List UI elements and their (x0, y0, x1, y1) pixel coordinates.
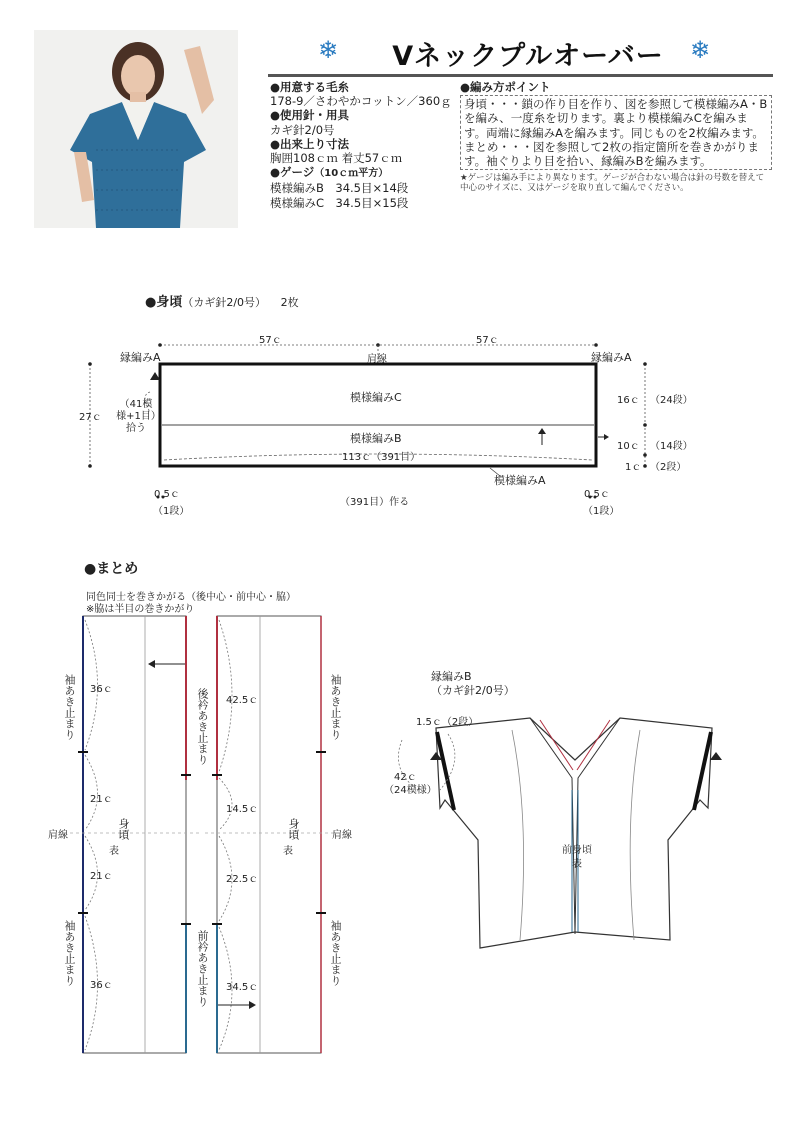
corner-left-rows: （1段） (153, 506, 190, 517)
tips-body: 身頃・・・鎖の作り目を作り、図を参照して模様編みA・Bを編み、一度糸を切ります。裏より模様編みCを編みます。両端に縁編みAを編みます。同じものを2枚編みます。まとめ・・・図を参照して2枚の指定箇所を巻きかがります。袖ぐりより目を拾い、縁編みBを編みます。 (460, 95, 772, 170)
width-left: 57ｃ (259, 335, 282, 346)
corner-left-dim: 0.5ｃ (154, 489, 180, 500)
matome-note2: ※脇は半目の巻きかがり (86, 604, 195, 615)
gauge-b: 模様編みB 34.5目×14段 (270, 181, 409, 196)
edge-a-left: 縁編みA (120, 351, 161, 364)
dim-21-bottom: 21ｃ (90, 871, 113, 882)
needle-heading: ●使用針・用具 (270, 108, 350, 123)
body-label-2: 身頃 (287, 818, 300, 840)
dim-36-bottom: 36ｃ (90, 980, 113, 991)
dim-145: 14.5ｃ (226, 804, 259, 815)
chain-label: （391目）作る (340, 497, 410, 508)
r3-rows: （2段） (650, 462, 687, 473)
matome-note1: 同色同士を巻きかがる（後中心・前中心・脇） (86, 592, 296, 603)
sleeve-stop-3: 袖あき止まり (329, 674, 342, 740)
shoulder-line: 肩線 (367, 354, 387, 365)
edge-b-needle: （カギ針2/0号） (431, 684, 515, 697)
gauge-c: 模様編みC 34.5目×15段 (270, 195, 409, 210)
page-title: Vネックプルオーバー (392, 41, 664, 72)
body-label-1: 身頃 (117, 818, 130, 840)
dim-225: 22.5ｃ (226, 874, 259, 885)
yarn-value: 178-9／さわやかコットン／360ｇ (270, 94, 452, 109)
dim-21-top: 21ｃ (90, 794, 113, 805)
dim-345: 34.5ｃ (226, 982, 259, 993)
matome-heading: ●まとめ (84, 561, 139, 577)
body-needle: （カギ針2/0号） (182, 296, 267, 309)
bottom-count: 113ｃ（391目） (342, 452, 421, 463)
yarn-heading: ●用意する毛糸 (270, 80, 350, 94)
shoulder-left: 肩線 (48, 830, 68, 841)
back-neck-stop: 後衿あき止まり (196, 688, 209, 765)
gauge-heading: ●ゲージ (270, 165, 315, 180)
front-neck-stop: 前衿あき止まり (196, 930, 209, 1007)
front-face-label: 表 (572, 859, 582, 870)
r2-rows: （14段） (650, 441, 693, 452)
corner-right-rows: （1段） (583, 506, 620, 517)
sleeve-stop-4: 袖あき止まり (329, 920, 342, 986)
r1-rows: （24段） (650, 395, 693, 406)
armhole-rows: （24模様） (384, 785, 437, 796)
edge-b-label: 縁編みB (431, 670, 472, 683)
shoulder-right: 肩線 (332, 830, 352, 841)
tips-heading: ●編み方ポイント (460, 80, 551, 94)
size-heading: ●出来上り寸法 (270, 136, 350, 151)
pattern-a-label: 模様編みA (494, 474, 546, 487)
dim-36-top: 36ｃ (90, 684, 113, 695)
corner-right-dim: 0.5ｃ (584, 489, 610, 500)
front-body-label: 前身頃 (562, 845, 592, 856)
height-total: 27ｃ (79, 412, 102, 423)
sleeve-stop-2: 袖あき止まり (63, 920, 76, 986)
pickup-label: （41模様+1目）拾う (116, 399, 156, 434)
needle-value: カギ針2/0号 (270, 122, 335, 137)
band-label: 1.5ｃ（2段） (416, 717, 479, 728)
gauge-note: ★ゲージは編み手により異なります。ゲージが合わない場合は針の号数を替えて中心のサイズに、又はゲージを取り直して編んでください。 (460, 173, 765, 194)
sleeve-stop-1: 袖あき止まり (63, 674, 76, 740)
pattern-c-label: 模様編みC (350, 391, 402, 404)
body-count: 2枚 (280, 296, 299, 309)
r2-dim: 10ｃ (617, 441, 640, 452)
dim-425: 42.5ｃ (226, 695, 259, 706)
gauge-sub: （10ｃｍ平方） (314, 168, 389, 180)
size-value: 胸囲108ｃｍ 着丈57ｃｍ (270, 151, 403, 166)
face-label-2: 表 (283, 846, 293, 857)
snowflake-icon: ❄ (690, 36, 711, 64)
width-right: 57ｃ (476, 335, 499, 346)
snowflake-icon: ❄ (318, 36, 339, 64)
edge-a-right: 縁編みA (591, 351, 632, 364)
r1-dim: 16ｃ (617, 395, 640, 406)
body-heading: ●身頃 (145, 295, 183, 310)
r3-dim: 1ｃ (625, 462, 642, 473)
face-label-1: 表 (109, 846, 119, 857)
pattern-b-label: 模様編みB (350, 432, 402, 445)
armhole-dim: 42ｃ (394, 772, 417, 783)
